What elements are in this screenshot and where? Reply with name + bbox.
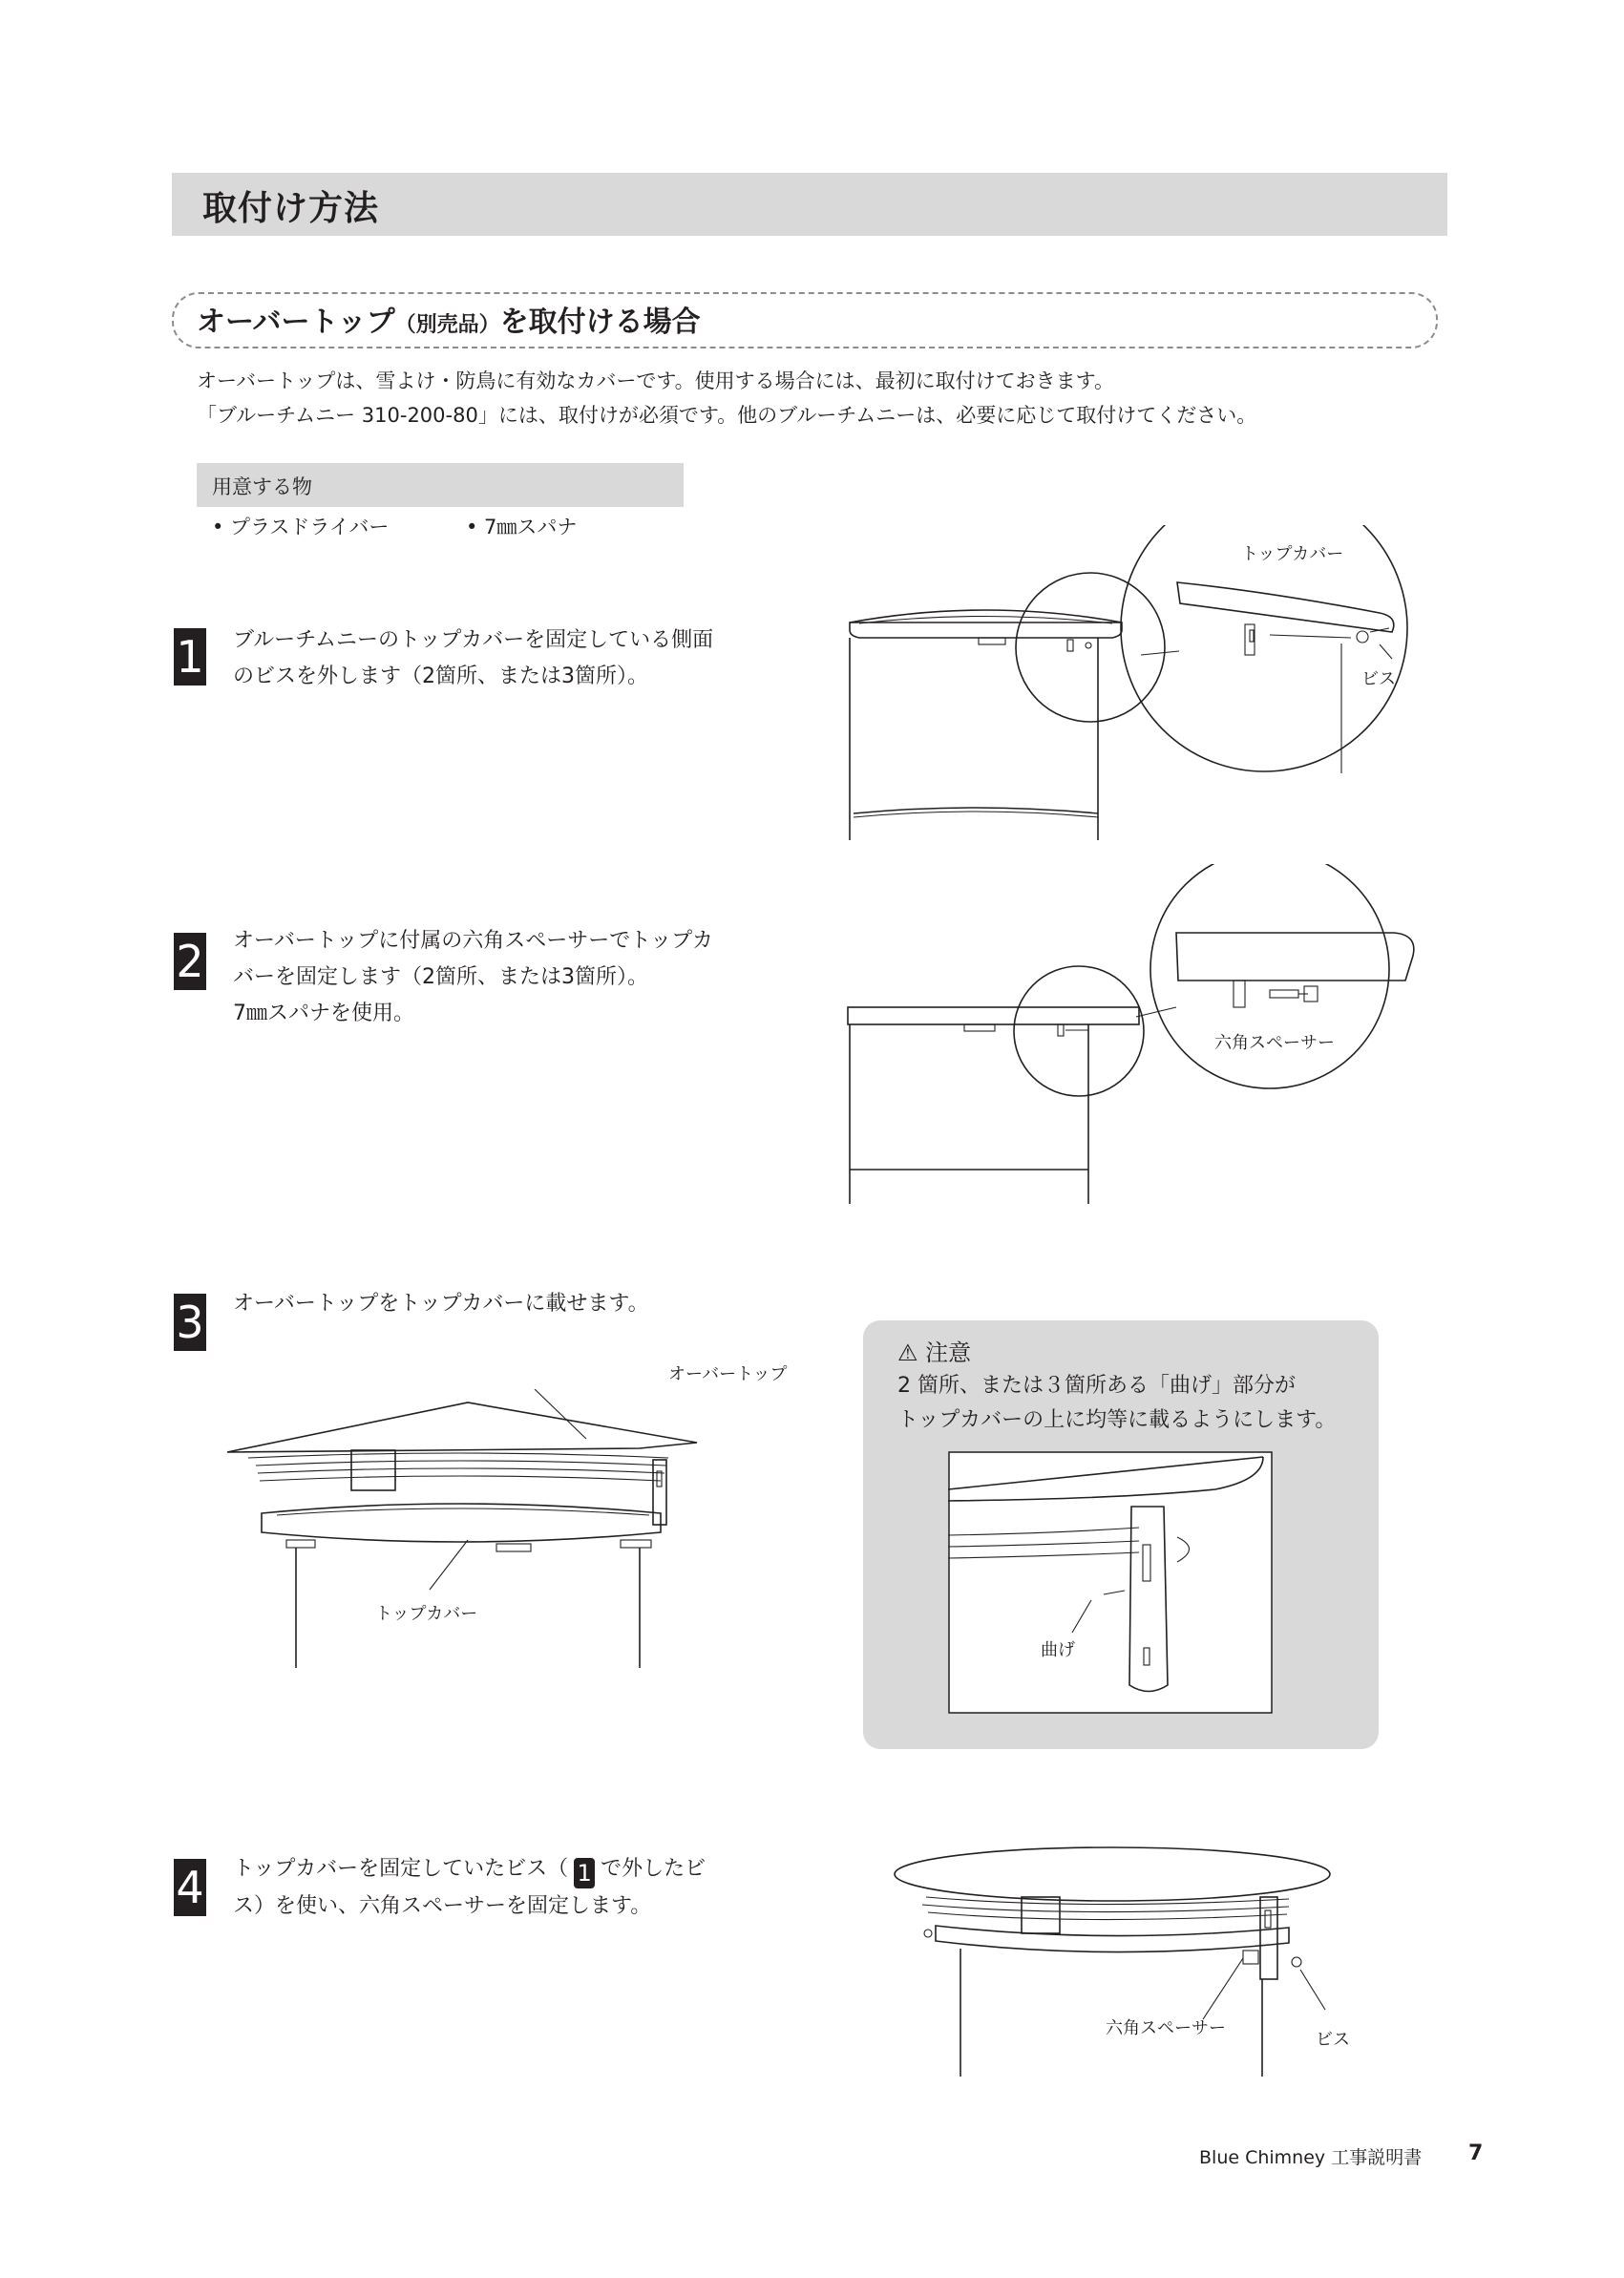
step-4-number: 4: [174, 1859, 206, 1916]
step-4-line-1: [233, 1851, 706, 1888]
step-2-line-1: オーバートップに付属の六角スペーサーでトップカ: [233, 929, 713, 953]
fig4-label-hex-spacer: 六角スペーサー: [1106, 2018, 1226, 2038]
fig3-label-overtop: オーバートップ: [668, 1364, 788, 1384]
fig4-label-screw: ビス: [1316, 2030, 1350, 2050]
step-3-number: 3: [174, 1294, 206, 1351]
prep-item-wrench: • 7㎜スパナ: [466, 516, 578, 538]
intro-line-2: 「ブルーチムニー 310-200-80」には、取付けが必須です。他のブルーチムニーは、必要に応じて取付けてください。: [197, 404, 1257, 427]
prep-item-screwdriver: • プラスドライバー: [212, 516, 390, 538]
subsection-title-tail: を取付ける場合: [499, 306, 701, 339]
step-1-text: [233, 622, 713, 695]
subsection-title-main: オーバートップ: [197, 306, 395, 339]
caution-heading: [897, 1334, 971, 1367]
figure-1-remove-screws: [821, 525, 1432, 850]
fig2-label-hex-spacer: 六角スペーサー: [1214, 1033, 1335, 1053]
caution-line-2: トップカバーの上に均等に載るようにします。: [897, 1408, 1337, 1432]
step-2-number: 2: [174, 933, 206, 990]
caution-figure-bend: [948, 1451, 1273, 1714]
warning-triangle-icon: ⚠: [897, 1339, 918, 1366]
caution-label-bend: 曲げ: [1041, 1640, 1075, 1660]
step-3-text: [233, 1286, 649, 1322]
step-2-text: [233, 923, 713, 1032]
figure-4-fix-spacer: [888, 1838, 1337, 2096]
step-3-line-1: オーバートップをトップカバーに載せます。: [233, 1292, 649, 1316]
step-4-line-1a: トップカバーを固定していたビス（: [233, 1857, 569, 1881]
caution-title: 注意: [925, 1339, 972, 1366]
step-1-line-2: のビスを外します（2箇所、または3箇所）。: [233, 664, 648, 688]
figure-2-hex-spacer: [821, 864, 1432, 1213]
step-1-number: 1: [174, 628, 206, 686]
fig1-label-screw: ビス: [1361, 669, 1396, 689]
step-4-line-1b: で外したビ: [601, 1857, 707, 1881]
step-2-line-2: バーを固定します（2箇所、または3箇所）。: [233, 965, 648, 989]
figure-3-place-overtop: [220, 1389, 735, 1704]
footer-doc-title: Blue Chimney 工事説明書: [1199, 2147, 1423, 2168]
fig1-label-topcover: トップカバー: [1241, 544, 1344, 564]
page-number: 7: [1468, 2141, 1484, 2165]
caution-line-1: 2 箇所、または３箇所ある「曲げ」部分が: [897, 1374, 1296, 1398]
intro-line-1: オーバートップは、雪よけ・防鳥に有効なカバーです。使用する場合には、最初に取付けておきます。: [197, 369, 1114, 392]
section-title: 取付け方法: [202, 189, 380, 228]
step-4-line-2: ス）を使い、六角スペーサーを固定します。: [233, 1894, 652, 1918]
step-4-text: [233, 1851, 706, 1925]
step-ref-1-badge: 1: [574, 1858, 595, 1888]
prep-label: 用意する物: [212, 475, 312, 498]
step-2-line-3: 7㎜スパナを使用。: [233, 1002, 414, 1025]
subsection-title-note: （別売品）: [394, 313, 500, 337]
fig3-label-topcover: トップカバー: [375, 1604, 478, 1624]
step-1-line-1: ブルーチムニーのトップカバーを固定している側面: [233, 628, 714, 652]
subsection-title: [197, 298, 701, 340]
